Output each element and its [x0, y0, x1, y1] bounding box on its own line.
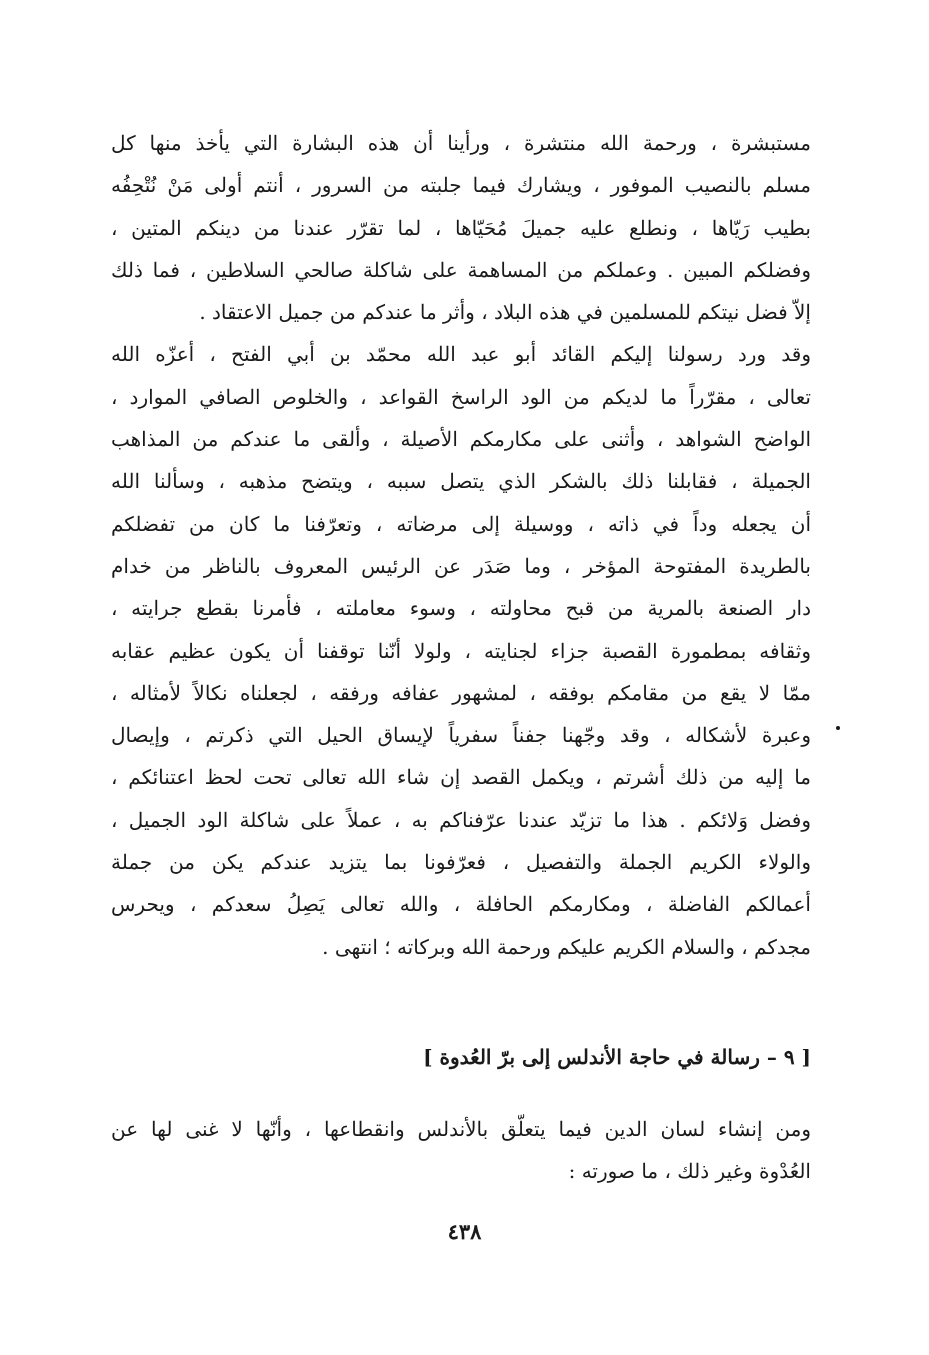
body-line: الجميلة ، فقابلنا ذلك بالشكر الذي يتصل سببه ، ويتضح مذهبه ، وسألنا الله	[111, 469, 811, 494]
body-line: ممّا لا يقع من مقامكم بوفقه ، لمشهور عفافه ورفقه ، لجعلناه نكالاً لأمثاله ،	[111, 680, 811, 705]
body-text	[111, 122, 811, 968]
body-line: وقد ورد رسولنا إليكم القائد أبو عبد الله محمّد بن أبي الفتح ، أعزّه الله	[111, 342, 811, 367]
body-line: وثقافه بمطمورة القصبة جزاء لجنايته ، ولولا أنّنا توقفنا أن يكون عظيم عقابه	[111, 638, 811, 663]
body-line: دار الصنعة بالمرية من قبح محاولته ، وسوء معاملته ، فأمرنا بقطع جرايته ،	[111, 596, 811, 621]
margin-mark	[836, 726, 840, 730]
body-line: مستبشرة ، ورحمة الله منتشرة ، ورأينا أن هذه البشارة التي يأخذ منها كل	[111, 131, 811, 155]
intro-line: العُدْوة وغير ذلك ، ما صورته :	[568, 1159, 811, 1184]
body-line: بطيب رَيّاها ، ونطلع عليه جميلَ مُحَيّاها ، لما تقرّر عندنا من دينكم المتين ،	[111, 215, 811, 240]
body-line: تعالى ، مقرّراً ما لديكم من الود الراسخ القواعد ، والخلوص الصافي الموارد ،	[111, 384, 811, 409]
body-line: والولاء الكريم الجملة والتفصيل ، فعرّفونا بما يتزيد عندكم يكن من جملة	[111, 850, 811, 875]
body-line: إلاّ فضل نيتكم للمسلمين في هذه البلاد ، وأثر ما عندكم من جميل الاعتقاد .	[199, 300, 811, 325]
body-line: وعبرة لأشكاله ، وقد وجّهنا جفناً سفرياً لإيساق الحيل التي ذكرتم ، وإيصال	[111, 723, 811, 748]
section-heading: [ ٩ – رسالة في حاجة الأندلس إلى برّ العُدوة ]	[423, 1045, 811, 1069]
body-line: أعمالكم الفاضلة ، ومكارمكم الحافلة ، والله تعالى يَصِلُ سعدكم ، ويحرس	[111, 892, 811, 917]
intro-text	[111, 1108, 811, 1193]
page-number: ٤٣٨	[447, 1219, 482, 1244]
body-line: وفضل وَلائكم . هذا ما تزيّد عندنا عرّفناكم به ، عملاً على شاكلة الود الجميل ،	[111, 807, 811, 832]
body-line: ما إليه من ذلك أشرتم ، ويكمل القصد إن شاء الله تعالى تحت لحظ اعتنائكم ،	[111, 765, 811, 790]
body-line: الواضح الشواهد ، وأثنى على مكارمكم الأصيلة ، وألقى ما عندكم من المذاهب	[111, 427, 811, 452]
body-line: أن يجعله وداً في ذاته ، ووسيلة إلى مرضاته ، وتعرّفنا ما كان من تفضلكم	[111, 511, 811, 536]
body-line: وفضلكم المبين . وعملكم من المساهمة على شاكلة صالحي السلاطين ، فما ذلك	[111, 257, 811, 282]
body-line: مجدكم ، والسلام الكريم عليكم ورحمة الله وبركاته ؛ انتهى .	[322, 934, 811, 959]
body-line: بالطريدة المفتوحة المؤخر ، وما صَدَر عن الرئيس المعروف بالناظر من خدام	[111, 553, 811, 578]
intro-line: ومن إنشاء لسان الدين فيما يتعلّق بالأندلس وانقطاعها ، وأنّها لا غنى لها عن	[111, 1117, 811, 1141]
body-line: مسلم بالنصيب الموفور ، ويشارك فيما جلبته من السرور ، أنتم أولى مَنْ نُتْحِفُه	[111, 173, 811, 198]
